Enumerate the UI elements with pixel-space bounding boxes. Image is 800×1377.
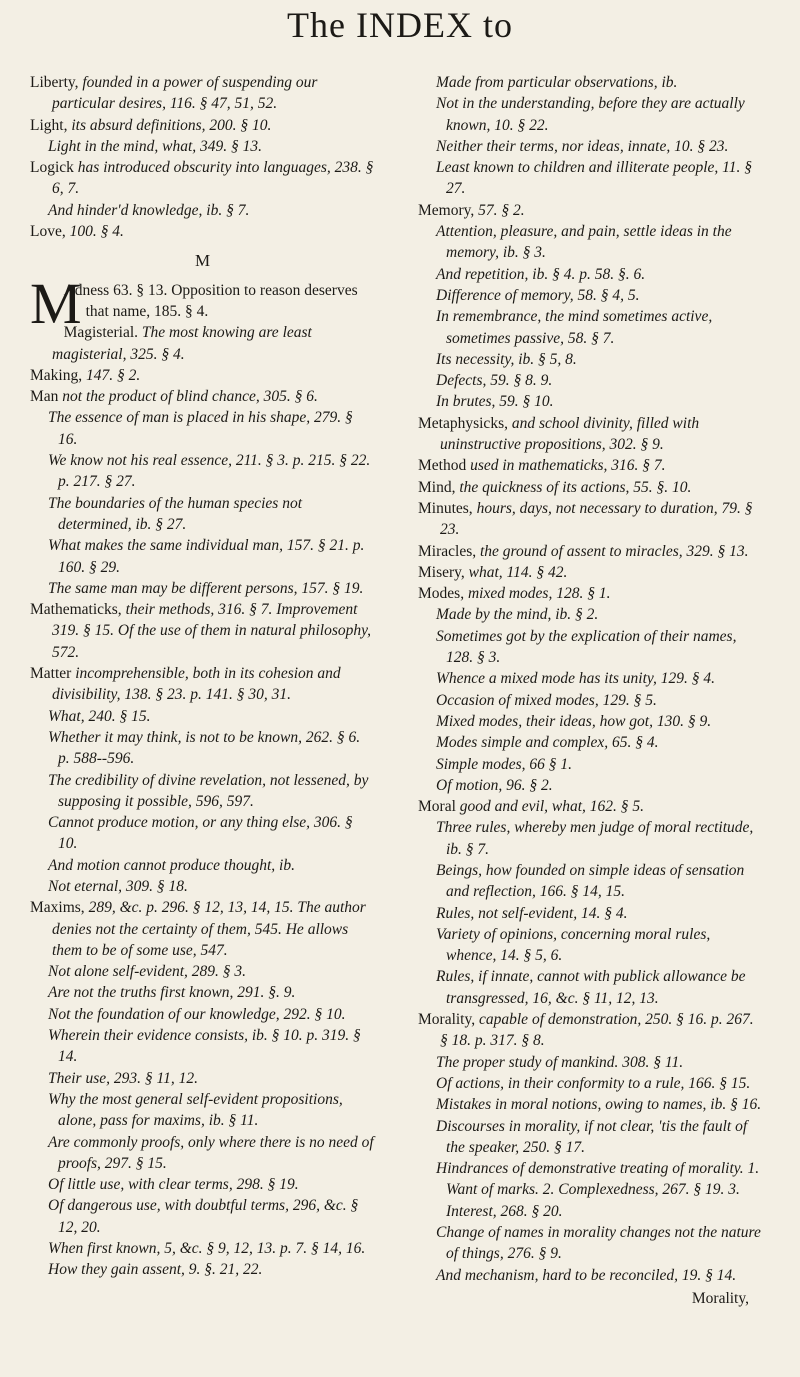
entry-head: Misery, [418, 563, 465, 581]
entry-text: Made from particular observations, ib. [436, 74, 678, 91]
index-subentry [30, 535, 375, 578]
entry-text: its absurd definitions, 200. § 10. [67, 116, 272, 134]
index-entry [30, 157, 375, 200]
entry-head: Magisterial. [63, 324, 139, 342]
entry-head: Light, [30, 116, 68, 134]
index-subentry [418, 775, 763, 796]
index-entry [30, 221, 375, 242]
entry-text: the quickness of its actions, 55. §. 10. [455, 478, 692, 496]
entries-m [30, 322, 375, 1280]
entry-head: Memory, [418, 201, 475, 219]
entry-text: In brutes, 59. § 10. [436, 393, 554, 411]
index-subentry [30, 578, 375, 599]
entry-head: Mind, [418, 478, 456, 496]
index-subentry [418, 306, 763, 349]
index-subentry [418, 136, 763, 157]
index-subentry [30, 727, 375, 770]
entry-text: Are commonly proofs, only where there is no need of proofs, 297. § 15. [48, 1133, 374, 1172]
entry-text: capable of demonstration, 250. § 16. p. 267. § 18. p. 317. § 8. [440, 1011, 754, 1050]
entry-text: Not the foundation of our knowledge, 292. § 10. [48, 1005, 346, 1023]
index-subentry [418, 391, 763, 412]
index-subentry [30, 1174, 375, 1195]
entry-text: Simple modes, 66 § 1. [436, 755, 573, 773]
index-entry [30, 599, 375, 663]
index-subentry [418, 93, 763, 136]
entry-text: Neither their terms, nor ideas, innate, 10. § 23. [436, 137, 729, 155]
entry-text: We know not his real essence, 211. § 3. p. 215. § 22. p. 217. § 27. [48, 452, 371, 491]
entry-text: Sometimes got by the explication of their names, 128. § 3. [436, 627, 737, 667]
entry-text: How they gain assent, 9. §. 21, 22. [48, 1261, 263, 1279]
index-subentry [30, 876, 375, 897]
index-subentry [418, 221, 763, 264]
index-subentry [30, 982, 375, 1003]
entry-text: And mechanism, hard to be reconciled, 19. § 14. [436, 1266, 737, 1284]
entry-text: Rules, not self-evident, 14. § 4. [436, 904, 628, 922]
index-subentry [30, 812, 375, 855]
index-subentry [418, 1158, 763, 1222]
entry-text: In remembrance, the mind sometimes active, sometimes passive, 58. § 7. [436, 308, 713, 347]
index-subentry [30, 200, 375, 221]
entry-text: Beings, how founded on simple ideas of sensation and reflection, 166. § 14, 15. [436, 861, 745, 901]
entry-text: Three rules, whereby men judge of moral rectitude, ib. § 7. [436, 819, 754, 858]
index-subentry [418, 1222, 763, 1265]
entries-liberty-love [30, 72, 375, 242]
entry-text: Cannot produce motion, or any thing else, 306. § 10. [48, 814, 353, 853]
index-subentry [30, 1089, 375, 1132]
entry-text: mixed modes, 128. § 1. [464, 585, 611, 603]
entry-text: Mistakes in moral notions, owing to names, ib. § 16. [436, 1096, 762, 1114]
entry-text: 57. § 2. [474, 201, 525, 219]
entry-text: Whether it may think, is not to be known, 262. § 6. p. 588--596. [48, 728, 361, 768]
entry-head: Moral [418, 798, 456, 816]
index-entry [418, 562, 763, 583]
index-subentry [418, 349, 763, 370]
entry-text: 147. § 2. [82, 366, 141, 384]
entry-text: Defects, 59. § 8. 9. [436, 372, 553, 390]
index-subentry [30, 493, 375, 536]
index-subentry [418, 1116, 763, 1159]
entry-text: Least known to children and illiterate people, 11. § 27. [436, 159, 752, 198]
index-entry [30, 115, 375, 136]
index-subentry [418, 966, 763, 1009]
entry-text: Of little use, with clear terms, 298. § 19. [48, 1176, 299, 1194]
entry-text: Of dangerous use, with doubtful terms, 296, &c. § 12, 20. [48, 1197, 359, 1236]
entry-head: Logick [30, 159, 74, 177]
index-subentry [418, 1094, 763, 1115]
index-subentry [418, 690, 763, 711]
index-subentry [30, 1238, 375, 1259]
entry-text: 289, &c. p. 296. § 12, 13, 14, 15. The author denies not the certainty of them, 545. He allows them to be of some use, 547. [52, 899, 366, 959]
entry-head: Modes, [418, 585, 465, 603]
index-subentry [418, 860, 763, 903]
index-subentry [418, 157, 763, 200]
index-subentry [30, 1068, 375, 1089]
entry-text: Its necessity, ib. § 5, 8. [436, 350, 577, 368]
entry-text: used in mathematicks, 316. § 7. [466, 457, 666, 475]
index-subentry [30, 961, 375, 982]
entry-text: Attention, pleasure, and pain, settle ideas in the memory, ib. § 3. [436, 223, 732, 262]
entry-text: What makes the same individual man, 157. § 21. p. 160. § 29. [48, 537, 365, 576]
index-subentry [30, 1195, 375, 1238]
entry-text: Of actions, in their conformity to a rule, 166. § 15. [436, 1074, 751, 1092]
entry-text: Difference of memory, 58. § 4, 5. [436, 286, 640, 304]
index-subentry [418, 626, 763, 669]
index-subentry [418, 711, 763, 732]
entry-text: The most knowing are least magisterial, 325. § 4. [52, 324, 312, 363]
index-entry [30, 663, 375, 706]
entry-head: Maxims, [30, 899, 85, 917]
entry-text: And hinder'd knowledge, ib. § 7. [48, 201, 250, 219]
entry-text: Light in the mind, what, 349. § 13. [48, 137, 262, 155]
entry-text: Not in the understanding, before they are actually known, 10. § 22. [436, 95, 745, 134]
index-subentry [30, 1132, 375, 1175]
entry-text: the ground of assent to miracles, 329. § 13. [476, 542, 749, 560]
entry-head: Matter [30, 665, 72, 683]
entry-text: Variety of opinions, concerning moral rules, whence, 14. § 5, 6. [436, 925, 711, 965]
entry-text: 100. § 4. [65, 223, 124, 241]
entry-text: Mixed modes, their ideas, how got, 130. § 9. [436, 712, 712, 730]
index-subentry [418, 924, 763, 967]
index-subentry [30, 450, 375, 493]
entry-head: Man [30, 388, 59, 406]
entry-text: Whence a mixed mode has its unity, 129. § 4. [436, 670, 715, 688]
entry-text: Modes simple and complex, 65. § 4. [436, 734, 659, 752]
entry-head: Miracles, [418, 542, 477, 560]
entry-text: The same man may be different persons, 157. § 19. [48, 579, 364, 597]
index-subentry [30, 855, 375, 876]
index-subentry [418, 1052, 763, 1073]
entry-head: Minutes, [418, 499, 473, 517]
entry-text: Change of names in morality changes not the nature of things, 276. § 9. [436, 1224, 761, 1263]
entry-text: incomprehensible, both in its cohesion and divisibility, 138. § 23. p. 141. § 30, 31. [52, 665, 341, 704]
dropcap-entry-text: Adness 63. § 13. Opposition to reason deserves that name, 185. § 4. [63, 281, 358, 320]
index-entry [418, 541, 763, 562]
entry-text: The proper study of mankind. 308. § 11. [436, 1053, 684, 1071]
entry-text: Made by the mind, ib. § 2. [436, 606, 599, 624]
entry-text: founded in a power of suspending our particular desires, 116. § 47, 51, 52. [52, 74, 318, 113]
entry-text: hours, days, not necessary to duration, 79. § 23. [440, 499, 753, 539]
index-subentry [30, 407, 375, 450]
entry-text: Their use, 293. § 11, 12. [48, 1069, 198, 1087]
right-column [418, 72, 763, 1309]
entry-head: Love, [30, 223, 66, 241]
index-subentry [418, 72, 763, 93]
index-subentry [418, 732, 763, 753]
entry-head: Liberty, [30, 74, 79, 91]
entry-text: Not eternal, 309. § 18. [48, 877, 188, 895]
index-subentry [30, 136, 375, 157]
index-subentry [418, 903, 763, 924]
index-entry [30, 322, 375, 365]
entry-text: not the product of blind chance, 305. § 6. [58, 388, 318, 406]
entry-text: What, 240. § 15. [48, 707, 151, 725]
index-entry [418, 455, 763, 476]
entry-text: Are not the truths first known, 291. §. 9. [48, 984, 296, 1002]
entry-head: Mathematicks, [30, 601, 122, 619]
entry-text: Wherein their evidence consists, ib. § 10. p. 319. § 14. [48, 1027, 361, 1066]
index-entry [418, 498, 763, 541]
index-entry [30, 897, 375, 961]
index-subentry [418, 668, 763, 689]
entries-m-continued [418, 72, 763, 1286]
entry-text: and school divinity, filled with uninstructive propositions, 302. § 9. [440, 414, 700, 454]
entry-text: Occasion of mixed modes, 129. § 5. [436, 691, 657, 709]
index-subentry [30, 770, 375, 813]
entry-text: Not alone self-evident, 289. § 3. [48, 963, 247, 981]
index-subentry [418, 754, 763, 775]
dropcap-letter: M [30, 270, 82, 336]
index-subentry [418, 1265, 763, 1286]
entry-text: good and evil, what, 162. § 5. [455, 798, 645, 816]
index-entry [418, 413, 763, 456]
entry-text: has introduced obscurity into languages, 238. § 6, 7. [52, 159, 374, 198]
entry-text: what, 114. § 42. [464, 563, 568, 581]
entry-text: And repetition, ib. § 4. p. 58. §. 6. [436, 265, 646, 283]
entry-text: The essence of man is placed in his shape, 279. § 16. [48, 409, 353, 448]
index-subentry [418, 285, 763, 306]
entry-text: Why the most general self-evident propositions, alone, pass for maxims, ib. § 11. [48, 1090, 343, 1130]
left-column [30, 72, 375, 1281]
index-entry [418, 583, 763, 604]
entry-text: The credibility of divine revelation, not lessened, by supposing it possible, 596, 597. [48, 771, 369, 810]
index-subentry [30, 1259, 375, 1280]
entry-text: Of motion, 96. § 2. [436, 776, 553, 794]
section-letter: M [194, 251, 211, 271]
entry-text: Discourses in morality, if not clear, 'tis the fault of the speaker, 250. § 17. [436, 1117, 748, 1156]
index-subentry [418, 370, 763, 391]
index-entry [418, 200, 763, 221]
entry-text: The boundaries of the human species not determined, ib. § 27. [48, 494, 303, 533]
index-subentry [418, 1073, 763, 1094]
entry-head: Morality, [418, 1011, 476, 1029]
entry-text: Rules, if innate, cannot with publick allowance be transgressed, 16, &c. § 11, 12, 13. [436, 968, 746, 1007]
page-title: The INDEX to [287, 5, 513, 45]
index-entry [30, 72, 375, 115]
index-subentry [418, 604, 763, 625]
index-subentry [418, 264, 763, 285]
index-entry [418, 477, 763, 498]
index-entry [418, 1009, 763, 1052]
entry-text: And motion cannot produce thought, ib. [48, 856, 295, 874]
index-subentry [418, 817, 763, 860]
index-subentry [30, 706, 375, 727]
catchword: Morality, [691, 1289, 749, 1307]
entry-text: When first known, 5, &c. § 9, 12, 13. p. 7. § 14, 16. [48, 1240, 366, 1258]
index-subentry [30, 1004, 375, 1025]
index-entry [418, 796, 763, 817]
entry-head: Making, [30, 366, 83, 384]
entry-head: Metaphysicks, [418, 414, 508, 432]
entry-head: Method [418, 457, 467, 475]
index-entry [30, 386, 375, 407]
index-subentry [30, 1025, 375, 1068]
index-entry [30, 365, 375, 386]
entry-text: Hindrances of demonstrative treating of morality. 1. Want of marks. 2. Complexedness, 267. § 19. 3. Interest, 268. § 20. [436, 1160, 760, 1220]
entry-text: their methods, 316. § 7. Improvement 319. § 15. Of the use of them in natural philosophy, 572. [52, 601, 372, 661]
